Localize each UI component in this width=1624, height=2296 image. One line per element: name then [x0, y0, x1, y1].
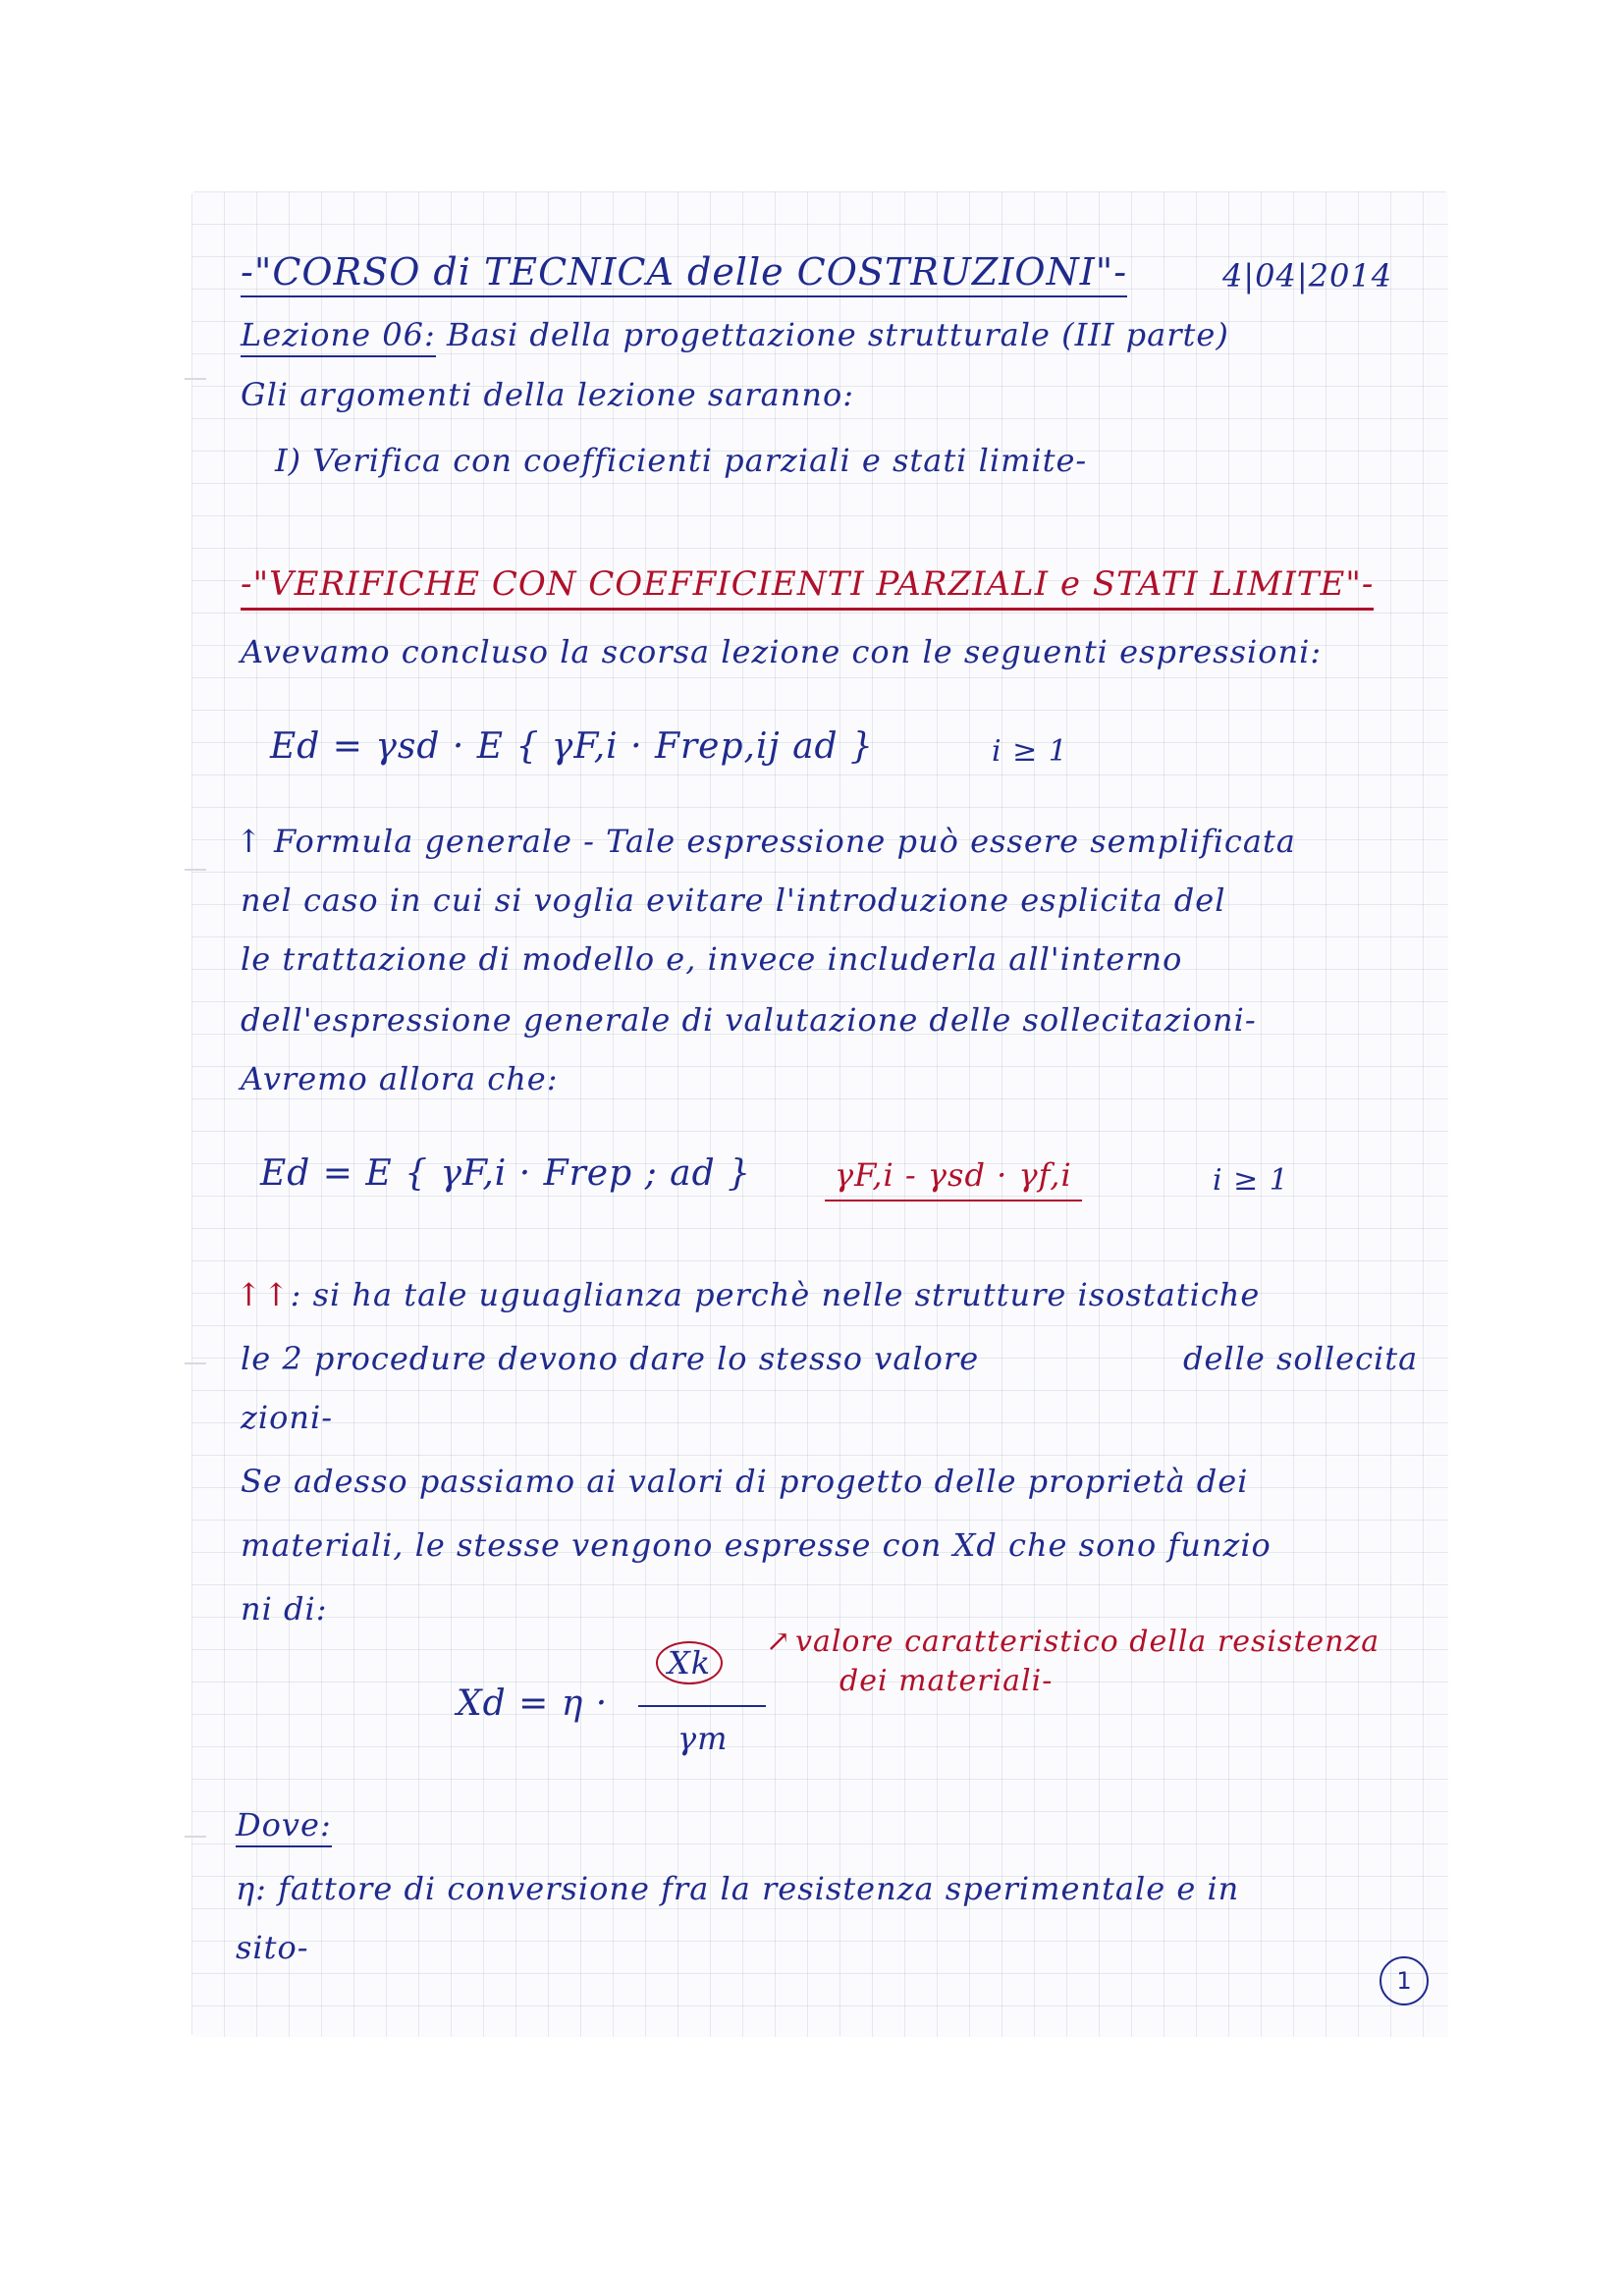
date: 4|04|2014 [1222, 257, 1393, 294]
binder-hole-mark [185, 1836, 206, 1838]
paragraph-3-line-3: zioni- [241, 1399, 334, 1436]
equation-3-denominator: γm [677, 1720, 729, 1757]
note-line-2: dei materiali- [839, 1664, 1054, 1698]
lesson-label: Lezione 06: [241, 316, 436, 357]
paragraph-3-text: : si ha tale uguaglianza perchè nelle strutture isostatiche [290, 1276, 1261, 1313]
definition-line-1: η: fattore di conversione fra la resistenza sperimentale e in [236, 1870, 1240, 1907]
equation-3-lhs: Xd = η · [457, 1683, 609, 1724]
equation-1: Ed = γsd · E { γF,i · Frep,ij ad } [270, 726, 874, 767]
equation-2-red-identity: γF,i - γsd · γf,i [825, 1156, 1082, 1201]
intro-item: I) Verifica con coefficienti parziali e stati limite- [275, 442, 1088, 479]
equation-3-numerator-circled: Xk [656, 1641, 723, 1684]
page-number: 1 [1380, 1956, 1429, 2005]
equation-1-condition: i ≥ 1 [992, 734, 1068, 769]
paragraph-2-line-3: le trattazione di modello e, invece includerla all'interno [241, 940, 1183, 978]
intro-line: Gli argomenti della lezione saranno: [241, 376, 855, 413]
equation-2-condition: i ≥ 1 [1213, 1163, 1289, 1198]
note-line-1: valore caratteristico della resistenza [795, 1625, 1380, 1659]
lesson-subject: Basi della progettazione strutturale (III parte) [446, 316, 1229, 353]
paragraph-4-line-3: ni di: [241, 1590, 328, 1628]
binder-hole-mark [185, 378, 206, 380]
paragraph-4-line-2: materiali, le stesse vengono espresse con Xd che sono funzio [241, 1526, 1272, 1564]
paragraph-2-line-5: Avremo allora che: [241, 1060, 559, 1097]
paragraph-2-line-1: ↑ Formula generale - Tale espressione può essere semplificata [236, 823, 1296, 860]
paragraph-3-line-2b: delle sollecita [1183, 1340, 1419, 1377]
paragraph-2-line-4: dell'espressione generale di valutazione delle sollecitazioni- [241, 1001, 1257, 1039]
lesson-line [241, 316, 1229, 353]
paragraph-3-line-2: le 2 procedure devono dare lo stesso valore [241, 1340, 980, 1377]
binder-hole-mark [185, 1362, 206, 1364]
section-title-text: -"VERIFICHE CON COEFFICIENTI PARZIALI e STATI LIMITE"- [241, 564, 1374, 611]
arrows-marker: ↑↑ [236, 1276, 291, 1313]
course-title-text: -"CORSO di TECNICA delle COSTRUZIONI"- [241, 250, 1127, 297]
definition-line-2: sito- [236, 1929, 309, 1966]
equation-3-numerator [656, 1641, 723, 1684]
fraction-bar [638, 1705, 766, 1707]
course-title [241, 250, 1127, 294]
paragraph-1: Avevamo concluso la scorsa lezione con le seguenti espressioni: [241, 633, 1323, 670]
paragraph-3-line-1 [236, 1276, 1260, 1313]
binder-hole-mark [185, 869, 206, 871]
dove-label [236, 1806, 332, 1843]
dove-label-text: Dove: [236, 1806, 332, 1847]
paragraph-2-line-2: nel caso in cui si voglia evitare l'introduzione esplicita del [241, 881, 1226, 919]
paragraph-4-line-1: Se adesso passiamo ai valori di progetto delle proprietà dei [241, 1463, 1249, 1500]
equation-2: Ed = E { γF,i · Frep ; ad } [260, 1153, 752, 1194]
note-arrow: ↗ [766, 1625, 792, 1659]
section-title [241, 564, 1374, 604]
